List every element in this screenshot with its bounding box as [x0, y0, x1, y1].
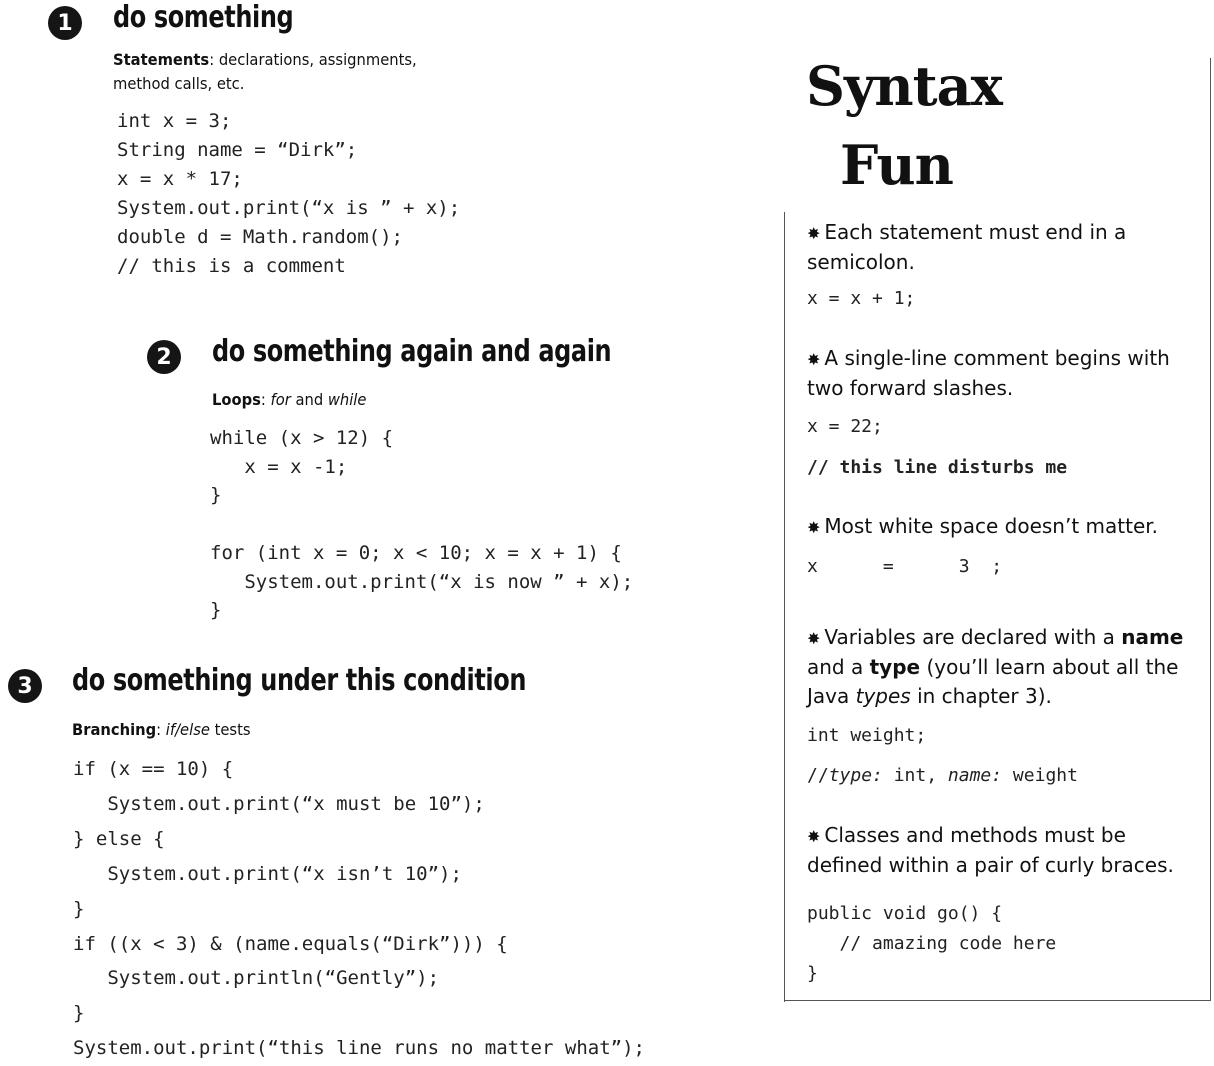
tip-text: Most white space doesn’t matter. — [824, 514, 1158, 538]
for-keyword: for — [270, 390, 291, 409]
section-1-heading: do something — [113, 0, 294, 35]
tip-text: Classes and methods must be defined within a pair of curly braces. — [807, 823, 1174, 877]
code-line: public void go() { — [807, 903, 1003, 924]
code-line: System.out.print(“x is now ” + x); — [210, 570, 634, 593]
section-3-subheading — [72, 720, 251, 739]
tip-comment-code-comment: // this line disturbs me — [807, 457, 1068, 478]
sidebar-title-fun: Fun — [840, 133, 953, 197]
section-2-code-block — [210, 424, 633, 625]
code-line: x = x -1; — [210, 455, 348, 478]
section-2-number-badge: 2 — [147, 340, 181, 374]
code-line: System.out.print(“x must be 10”); — [73, 792, 485, 815]
statements-description: : declarations, assignments, — [209, 50, 417, 69]
statements-label: Statements — [113, 50, 210, 69]
code-line: } — [210, 599, 222, 622]
types-word: types — [855, 684, 911, 708]
tip-variables — [807, 623, 1199, 711]
comment-slashes: // — [807, 765, 829, 786]
comment-type-value: int, — [882, 765, 948, 786]
section-3-number-badge: 3 — [8, 669, 42, 703]
starburst-bullet-icon: ✸ — [807, 629, 821, 648]
code-line: for (int x = 0; x < 10; x = x + 1) { — [210, 541, 622, 564]
code-line: if ((x < 3) & (name.equals(“Dirk”))) { — [73, 932, 508, 955]
starburst-bullet-icon: ✸ — [807, 827, 821, 846]
tip-whitespace — [807, 512, 1199, 542]
tip-text: (you’ll learn about all the Java — [807, 655, 1179, 708]
branching-description: tests — [209, 720, 251, 739]
section-2-subheading — [212, 390, 366, 409]
tip-variables-comment — [807, 765, 1078, 786]
while-keyword: while — [327, 390, 367, 409]
code-line: String name = “Dirk”; — [117, 139, 358, 161]
code-line: double d = Math.random(); — [117, 226, 403, 248]
section-1-number-badge: 1 — [48, 6, 82, 40]
section-1-code-block — [117, 107, 460, 281]
code-line: // amazing code here — [807, 933, 1057, 954]
comment-type-label: type: — [828, 765, 883, 786]
comment-name-label: name: — [947, 765, 1003, 786]
section-3-heading: do something under this condition — [72, 663, 527, 698]
tip-comment-code: x = 22; — [807, 416, 883, 437]
type-word: type — [869, 655, 921, 679]
starburst-bullet-icon: ✸ — [807, 350, 821, 369]
tip-variables-code: int weight; — [807, 725, 927, 746]
section-1-subheading-line2: method calls, etc. — [113, 74, 245, 93]
code-line: if (x == 10) { — [73, 758, 234, 780]
code-line: System.out.print(“x is ” + x); — [117, 197, 461, 219]
starburst-bullet-icon: ✸ — [807, 224, 821, 243]
tip-comment — [807, 344, 1199, 403]
code-line: } — [210, 484, 222, 507]
tip-text: A single-line comment begins with two forward slashes. — [807, 346, 1170, 400]
sidebar-title-syntax: Syntax — [806, 54, 1002, 118]
code-line: x = x * 17; — [117, 168, 243, 190]
tip-text: and a — [807, 655, 870, 679]
code-line: System.out.print(“this line runs no matter what”); — [73, 1037, 645, 1060]
loops-label: Loops — [212, 390, 261, 409]
loops-and: and — [290, 390, 328, 409]
if-else-keyword: if/else — [165, 720, 210, 739]
section-3-code-block — [73, 752, 645, 1066]
code-line: } else { — [73, 827, 165, 850]
tip-semicolon-code: x = x + 1; — [807, 288, 916, 309]
code-line: } — [807, 963, 818, 984]
code-line: System.out.print(“x isn’t 10”); — [73, 862, 462, 885]
tip-text: in chapter 3). — [910, 684, 1052, 708]
tip-text: Variables are declared with a — [824, 625, 1122, 649]
starburst-bullet-icon: ✸ — [807, 518, 821, 537]
tip-semicolon — [807, 218, 1199, 277]
code-line: int x = 3; — [117, 110, 232, 132]
code-line: } — [73, 897, 85, 920]
branching-label: Branching — [72, 720, 157, 739]
section-2-heading: do something again and again — [212, 334, 612, 369]
code-line: // this is a comment — [117, 255, 346, 277]
tip-curly-braces-code — [807, 899, 1056, 989]
code-line: System.out.println(“Gently”); — [73, 967, 440, 990]
branching-colon: : — [156, 720, 166, 739]
code-line: while (x > 12) { — [210, 427, 394, 449]
comment-name-value: weight — [1002, 765, 1078, 786]
loops-colon: : — [260, 390, 271, 409]
code-line: } — [73, 1002, 85, 1025]
section-1-subheading — [113, 50, 417, 69]
sidebar-left-border — [784, 212, 785, 1002]
tip-text: Each statement must end in a semicolon. — [807, 220, 1127, 274]
tip-curly-braces — [807, 821, 1199, 880]
tip-whitespace-code: x = 3 ; — [807, 556, 1003, 577]
name-word: name — [1121, 625, 1184, 649]
